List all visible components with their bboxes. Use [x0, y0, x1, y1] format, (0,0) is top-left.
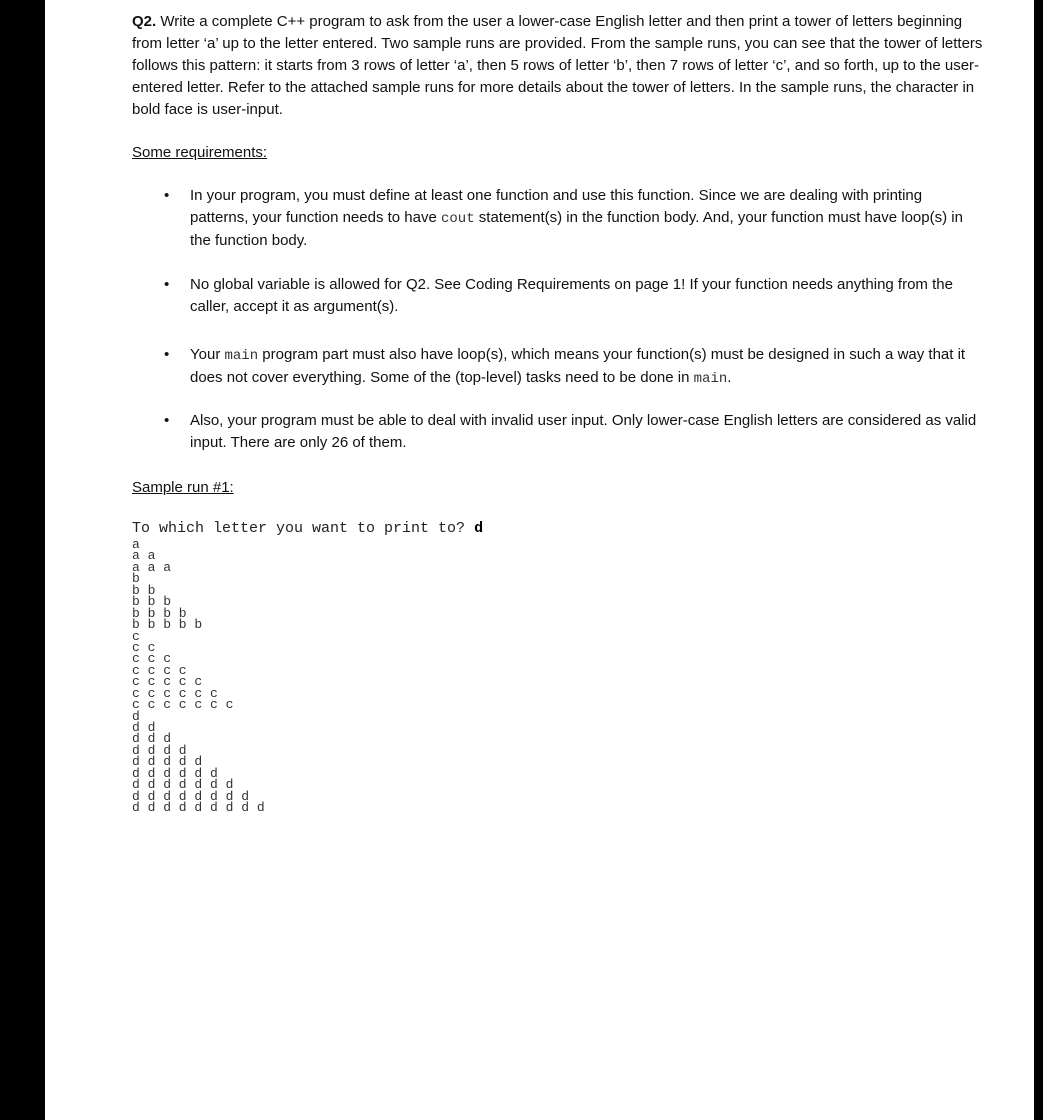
bullet-icon: • — [164, 187, 170, 204]
requirement-item: • Your main program part must also have loop(s), which means your function(s) must be designed in such a way that it does not cover everything. Some of the (top-level) tasks need to be done in main. — [164, 346, 966, 387]
sample-prompt — [132, 519, 483, 539]
tower-row: c c c c c c — [132, 685, 218, 701]
tower-row: d — [132, 708, 140, 724]
inline-code: main — [224, 348, 259, 364]
tower-row: d d d d d — [132, 754, 203, 770]
user-input: d — [474, 520, 484, 537]
tower-row: d d d d — [132, 742, 187, 758]
requirement-item: • In your program, you must define at least one function and use this function. Since we are dealing with printing patterns, your function needs to have cout statement(s) in the function body. And, your function must have loop(s) in the function body. — [164, 187, 963, 249]
tower-row: b b b — [132, 594, 172, 610]
tower-row: b — [132, 571, 140, 587]
sample-run-heading: Sample run #1: — [132, 479, 234, 496]
bullet-icon: • — [164, 276, 170, 293]
tower-row: b b b b b — [132, 617, 203, 633]
bullet-icon: • — [164, 412, 170, 429]
tower-row: a — [132, 537, 140, 552]
inline-code: cout — [441, 211, 475, 227]
document-page — [45, 0, 1034, 1120]
tower-row: d d — [132, 720, 156, 735]
tower-row: d d d d d d d — [132, 777, 234, 793]
tower-row: d d d — [132, 731, 172, 747]
tower-row: c c c c c — [132, 674, 203, 690]
requirement-item: • Also, your program must be able to deal with invalid user input. Only lower-case English letters are considered as valid input. There are only 26 of them. — [164, 412, 977, 451]
requirements-heading: Some requirements: — [132, 144, 268, 161]
tower-row: c c c c — [132, 662, 187, 678]
tower-row: d d d d d d d d — [132, 788, 250, 804]
tower-row: b b — [132, 582, 156, 598]
tower-row: a a — [132, 548, 156, 564]
tower-row: d d d d d d — [132, 765, 218, 781]
bullet-icon: • — [164, 346, 170, 363]
question-label: Q2. — [132, 13, 157, 30]
tower-row: c c — [132, 639, 156, 655]
tower-row: c — [132, 628, 140, 644]
tower-row: a a a — [132, 559, 172, 575]
letter-tower — [132, 539, 265, 814]
question-body: Write a complete C++ program to ask from the user a lower-case English letter and then print a tower of letters beginning from letter ‘a’ up to the letter entered. Two sample runs are provided. From the sample runs, you can see that the tower of letters follows this pattern: it starts from 3 rows of letter ‘a’, then 5 rows of letter ‘b’, then 7 rows of letter ‘c’, and so forth, up to the user-entered letter. Refer to the attached sample runs for more details about the tower of letters. In the sample runs, the character in bold face is user-input. — [132, 13, 983, 118]
tower-row: c c c — [132, 651, 172, 667]
question-text — [132, 11, 992, 121]
tower-row: d d d d d d d d d — [132, 800, 265, 816]
tower-row: c c c c c c c — [132, 697, 234, 713]
requirement-item: • No global variable is allowed for Q2. See Coding Requirements on page 1! If your function needs anything from the caller, accept it as argument(s). — [164, 276, 953, 315]
tower-row: b b b b — [132, 605, 187, 621]
prompt-text: To which letter you want to print to? — [132, 520, 475, 537]
inline-code: main — [693, 371, 728, 387]
